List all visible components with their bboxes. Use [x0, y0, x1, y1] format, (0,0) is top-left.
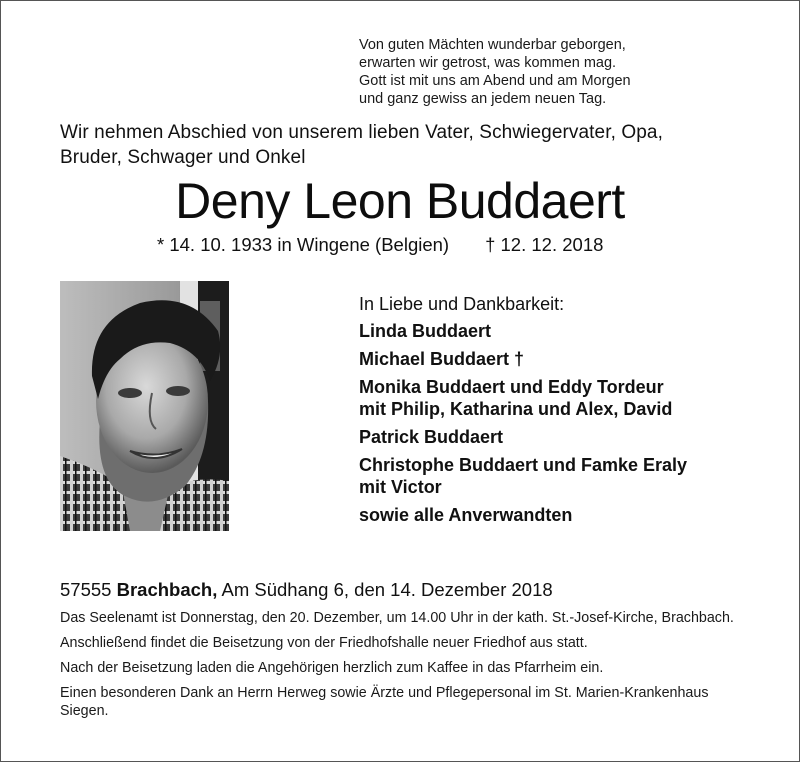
intro-line: Wir nehmen Abschied von unserem lieben Vater, Schwiegervater, Opa,	[60, 122, 663, 143]
mourner-entry	[359, 426, 687, 448]
mourner-line: Patrick Buddaert	[359, 427, 504, 447]
info-paragraph: Das Seelenamt ist Donnerstag, den 20. Dezember, um 14.00 Uhr in der kath. St.-Josef-Kirche, Brachbach.	[60, 610, 734, 626]
info-paragraph: Anschließend findet die Beisetzung von der Friedhofshalle neuer Friedhof aus statt.	[60, 635, 588, 651]
poem-line: Von guten Mächten wunderbar geborgen,	[359, 37, 626, 53]
deceased-name: Deny Leon Buddaert	[175, 173, 625, 229]
mourner-entry	[359, 348, 687, 370]
mourner-entry	[359, 504, 687, 526]
mourner-entry	[359, 454, 687, 498]
mourner-line: mit Philip, Katharina und Alex, David	[359, 399, 673, 419]
poem-line: und ganz gewiss an jedem neuen Tag.	[359, 91, 607, 107]
town-name: Brachbach,	[116, 579, 218, 600]
postal-code: 57555	[60, 579, 112, 600]
address-date: Am Südhang 6, den 14. Dezember 2018	[221, 579, 553, 600]
mourner-line: mit Victor	[359, 477, 442, 497]
mourner-entry	[359, 376, 687, 420]
poem-line: Gott ist mit uns am Abend und am Morgen	[359, 73, 631, 89]
portrait-image	[60, 281, 229, 531]
life-dates	[157, 233, 603, 257]
birth-date: * 14. 10. 1933 in Wingene (Belgien)	[157, 234, 450, 255]
mourner-line: Linda Buddaert	[359, 321, 492, 341]
portrait-photo	[60, 281, 229, 531]
mourners-list	[359, 292, 687, 532]
intro-line: Bruder, Schwager und Onkel	[60, 147, 306, 168]
mourners-intro: In Liebe und Dankbarkeit:	[359, 294, 565, 314]
mourner-entry	[359, 320, 687, 342]
mourner-line: sowie alle Anverwandten	[359, 505, 573, 525]
death-date: † 12. 12. 2018	[485, 234, 604, 255]
mourner-line: Christophe Buddaert und Famke Eraly	[359, 455, 688, 475]
mourner-line: Michael Buddaert †	[359, 349, 525, 369]
poem-verse	[359, 36, 631, 108]
address-line	[60, 578, 553, 602]
info-paragraph: Einen besonderen Dank an Herrn Herweg sowie Ärzte und Pflegepersonal im St. Marien-Krankenhaus Siegen.	[60, 685, 709, 719]
poem-line: erwarten wir getrost, was kommen mag.	[359, 55, 617, 71]
service-info	[60, 609, 740, 727]
farewell-intro	[60, 120, 750, 170]
info-paragraph: Nach der Beisetzung laden die Angehörigen herzlich zum Kaffee in das Pfarrheim ein.	[60, 660, 604, 676]
mourner-line: Monika Buddaert und Eddy Tordeur	[359, 377, 664, 397]
